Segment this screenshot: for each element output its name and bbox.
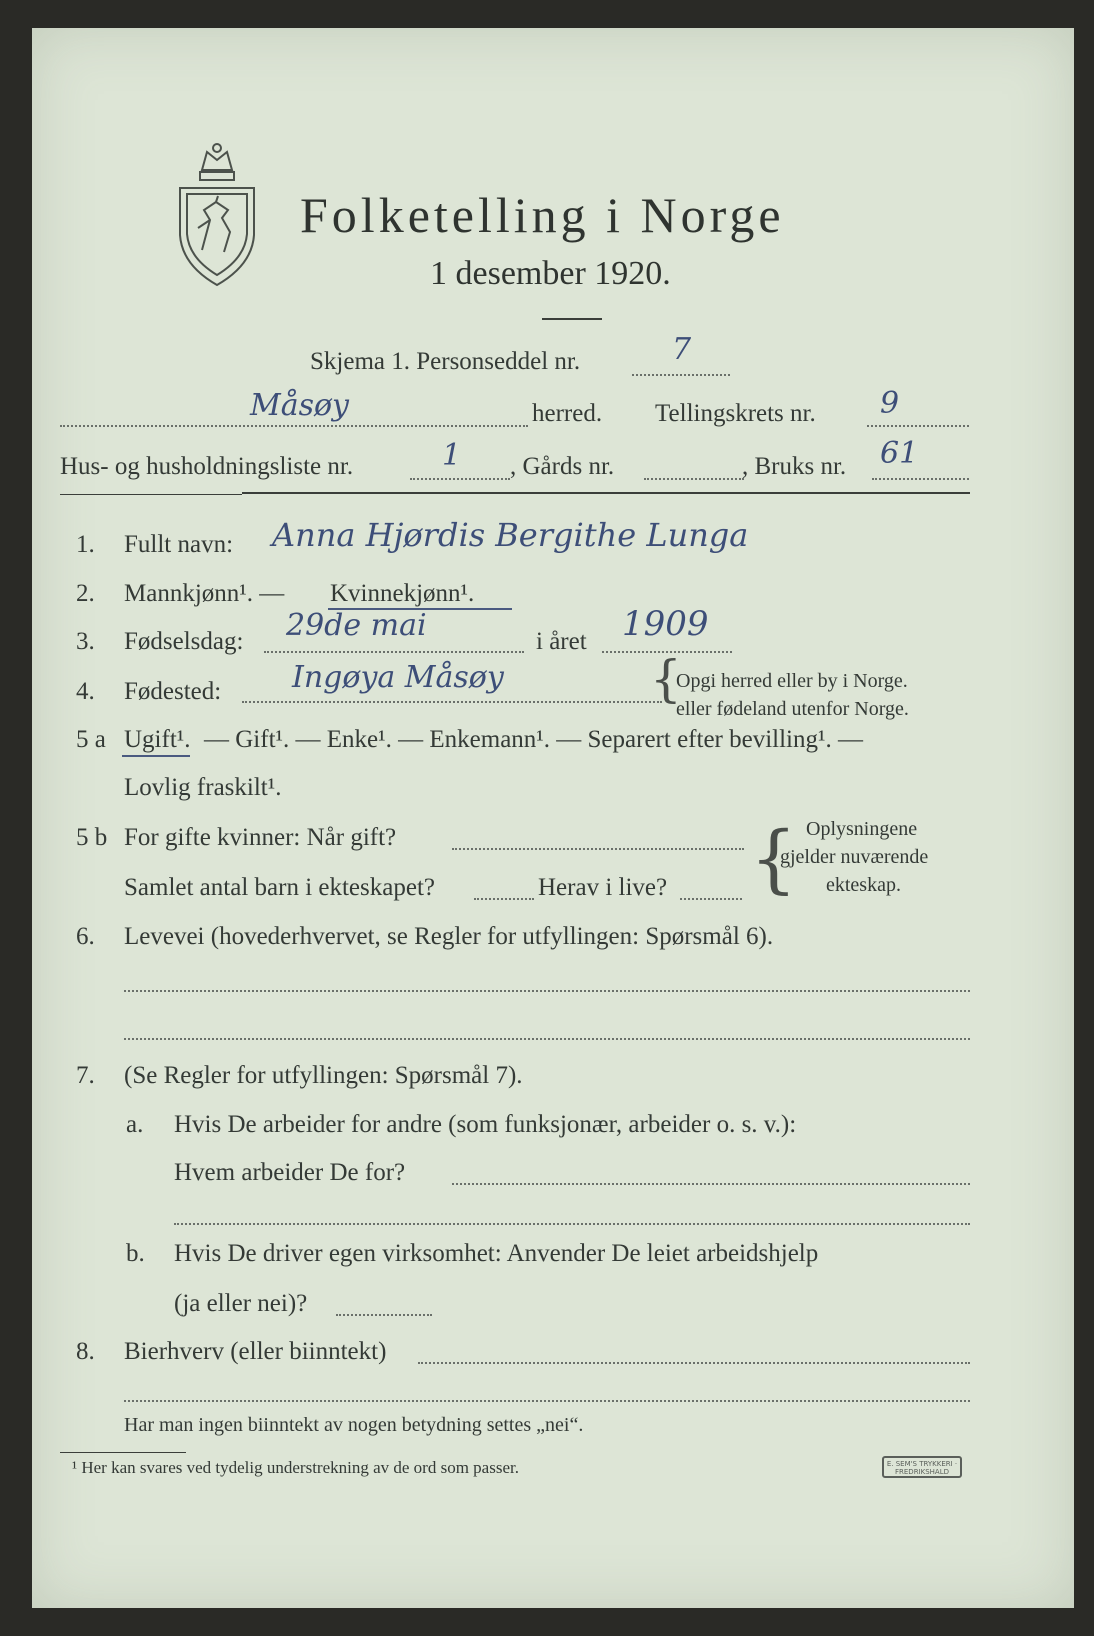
q7b-question: (ja eller nei)? [174, 1290, 308, 1317]
footnote: ¹ Her kan svares ved tydelig understrekning av de ord som passer. [72, 1458, 519, 1477]
q7-number: 7. [76, 1062, 95, 1089]
hus-number-value[interactable]: 1 [442, 438, 462, 473]
q6-line-2 [124, 1038, 970, 1040]
printer-stamp: E. SEM'S TRYKKERI · FREDRIKSHALD [882, 1456, 962, 1478]
bruks-value[interactable]: 61 [880, 436, 919, 471]
q5b-note-1: Oplysningene [806, 818, 918, 840]
tellingskrets-line [867, 425, 969, 427]
coat-of-arms-icon [172, 140, 262, 290]
q5a-other-options[interactable]: — Gift¹. — Enke¹. — Enkemann¹. — Separert efter bevilling¹. — [204, 726, 863, 753]
q1-value[interactable]: Anna Hjørdis Bergithe Lunga [272, 516, 749, 554]
q3-year-label: i året [536, 628, 587, 655]
gards-line [644, 478, 744, 480]
q4-value[interactable]: Ingøya Måsøy [292, 660, 504, 695]
q5b-note-3: ekteskap. [826, 874, 901, 896]
hus-label: Hus- og husholdningsliste nr. [60, 453, 354, 480]
schema-label: Skjema 1. Personseddel nr. [310, 348, 581, 375]
q7a-text: Hvis De arbeider for andre (som funksjonær, arbeider o. s. v.): [174, 1111, 797, 1138]
q4-line [242, 701, 662, 703]
q7a-number: a. [126, 1111, 144, 1138]
biinntekt-note: Har man ingen biinntekt av nogen betydning settes „nei“. [124, 1414, 584, 1436]
schema-number-line [632, 374, 730, 376]
header-separator-left [60, 494, 242, 495]
herred-name-value[interactable]: Måsøy [250, 388, 350, 423]
census-date: 1 desember 1920. [430, 255, 671, 292]
q5a-ugift-underline [122, 755, 190, 757]
q5b-children-label: Samlet antal barn i ekteskapet? [124, 874, 435, 901]
q7-label: (Se Regler for utfyllingen: Spørsmål 7). [124, 1062, 523, 1089]
bruks-label: , Bruks nr. [742, 453, 847, 480]
q7b-number: b. [126, 1240, 145, 1267]
q7a-line-1 [452, 1183, 970, 1185]
q5b-label: For gifte kvinner: Når gift? [124, 824, 397, 851]
q3-number: 3. [76, 628, 95, 655]
q2-male-option[interactable]: Mannkjønn¹. — [124, 580, 285, 607]
q5b-married-line [452, 848, 744, 850]
tellingskrets-value[interactable]: 9 [880, 386, 900, 421]
bruks-line [872, 478, 969, 480]
header-separator [242, 492, 970, 494]
q8-number: 8. [76, 1338, 95, 1365]
gards-label: , Gårds nr. [510, 453, 615, 480]
herred-label: herred. [532, 400, 603, 427]
q8-label: Bierhverv (eller biinntekt) [124, 1338, 387, 1365]
q4-note-1: Opgi herred eller by i Norge. [676, 670, 908, 692]
q1-number: 1. [76, 531, 95, 558]
q5b-living-label: Herav i live? [538, 874, 668, 901]
title-divider [542, 318, 602, 320]
q4-note-2: eller fødeland utenfor Norge. [676, 698, 909, 720]
q1-label: Fullt navn: [124, 531, 234, 558]
q3-label: Fødselsdag: [124, 628, 244, 655]
q5a-fraskilt-option[interactable]: Lovlig fraskilt¹. [124, 774, 282, 801]
q5b-brace: { [750, 816, 798, 902]
census-form-sheet [32, 28, 1074, 1608]
q5b-note-2: gjelder nuværende [780, 846, 929, 868]
q2-female-option[interactable]: Kvinnekjønn¹. [330, 580, 475, 607]
q8-line-2 [124, 1400, 970, 1402]
herred-name-line [60, 425, 528, 427]
q1-line [258, 555, 1018, 557]
q4-label: Fødested: [124, 678, 222, 705]
q7b-line [336, 1314, 432, 1316]
hus-number-line [410, 478, 510, 480]
q7b-text: Hvis De driver egen virksomhet: Anvender De leiet arbeidshjelp [174, 1240, 819, 1267]
q5b-children-line [474, 898, 534, 900]
q8-line-1 [418, 1362, 970, 1364]
schema-number-value[interactable]: 7 [672, 332, 692, 367]
q4-number: 4. [76, 678, 95, 705]
q3-date-value[interactable]: 29de mai [286, 608, 427, 643]
q7a-line-2 [174, 1223, 970, 1225]
form-title: Folketelling i Norge [300, 187, 785, 243]
q5b-number: 5 b [76, 824, 108, 851]
footnote-rule [60, 1452, 186, 1453]
q5b-living-line [680, 898, 742, 900]
q2-number: 2. [76, 580, 95, 607]
q5a-ugift-option[interactable]: Ugift¹. [124, 726, 191, 753]
q6-number: 6. [76, 923, 95, 950]
q5a-number: 5 a [76, 726, 106, 753]
q6-label: Levevei (hovederhvervet, se Regler for utfyllingen: Spørsmål 6). [124, 923, 774, 950]
q6-line-1 [124, 990, 970, 992]
tellingskrets-label: Tellingskrets nr. [655, 400, 816, 427]
q3-date-line [264, 651, 524, 653]
q7a-question: Hvem arbeider De for? [174, 1159, 406, 1186]
q4-brace: { [650, 650, 682, 708]
q3-year-value[interactable]: 1909 [622, 604, 709, 644]
